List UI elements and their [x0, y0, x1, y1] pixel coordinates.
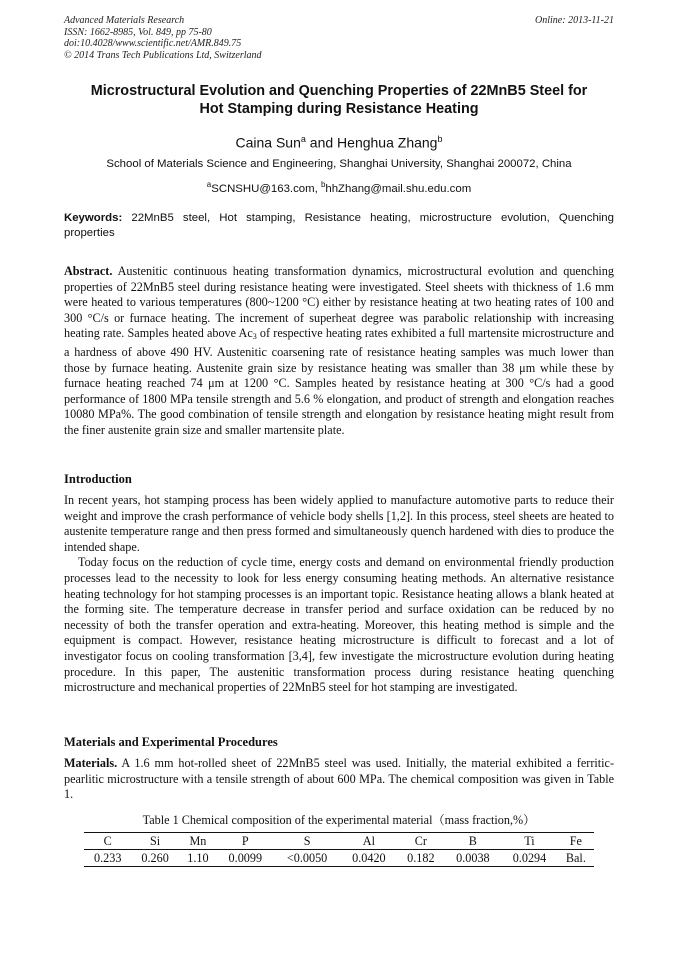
table-cell: 0.233: [93, 851, 122, 865]
email-superscript: a: [206, 180, 212, 189]
email-superscript: b: [320, 180, 326, 189]
materials-section: [64, 756, 614, 803]
table-cell: 1.10: [187, 851, 209, 865]
table-row: [84, 850, 594, 867]
author-name: Caina Sun: [235, 134, 301, 151]
abstract-text: Austenitic continuous heating transformation dynamics, microstructural evolution and quenching properties of 22MnB5 steel during resistance heating were investigated. Steel sheets with thickness of 1.6 mm were heated to various temperatures (800~1200 °C) either by resistance heating at two heating rates of 100 and 300 °C/s or furnace heating. The increment of superheat degree was parabolic relationship with increasing heating rate. Samples heated above Ac: [64, 264, 614, 341]
abstract: [64, 264, 614, 439]
section-heading-introduction: Introduction: [64, 472, 132, 486]
column-header: P: [241, 834, 249, 848]
journal-info: [64, 15, 614, 61]
column-header: Fe: [569, 834, 582, 848]
composition-table: [84, 832, 594, 867]
author-name: Henghua Zhang: [337, 134, 438, 151]
column-header: Al: [362, 834, 375, 848]
column-header: Cr: [414, 834, 427, 848]
author-superscript: a: [300, 134, 306, 144]
author-superscript: b: [437, 134, 443, 144]
table-caption: Table 1 Chemical composition of the experimental material（mass fraction,%）: [142, 813, 536, 827]
introduction-section: [64, 493, 614, 696]
journal-name: Advanced Materials Research: [64, 15, 185, 26]
column-header: S: [303, 834, 311, 848]
copyright: © 2014 Trans Tech Publications Ltd, Switzerland: [64, 49, 262, 61]
abstract-label: Abstract.: [64, 264, 113, 278]
doi: doi:10.4028/www.scientific.net/AMR.849.75: [64, 38, 242, 49]
keywords: [64, 211, 614, 241]
column-header: B: [468, 834, 477, 848]
keywords-text: 22MnB5 steel, Hot stamping, Resistance heating, microstructure evolution, Quenching properties: [64, 212, 614, 239]
column-header: Mn: [189, 834, 207, 848]
abstract-text: of respective heating rates exhibited a full martensite microstructure and a hardness of above 490 HV. Austenitic coarsening rate of resistance heating samples was much lower than those by furnace heating. Austenite grain size by resistance heating was smaller than 38 μm while these by furnace heating reached 74 μm at 1200 °C. Samples heated by resistance heating at 300 °C/s had a good performance of 1800 MPa tensile strength and 5.6 % elongation, and product of strength and elongation reaches 10080 MPa%. The good combination of tensile strength and elongation by resistance heating might result from the finer austenite grain size and smaller martensite plate.: [64, 326, 614, 437]
running-header: [64, 15, 614, 61]
column-header: C: [103, 834, 112, 848]
email-link[interactable]: hhZhang@mail.shu.edu.com: [325, 182, 472, 195]
paper-title: [64, 82, 614, 118]
affiliation: School of Materials Science and Engineering, Shanghai University, Shanghai 200072, China: [106, 158, 572, 170]
title-line-2: Hot Stamping during Resistance Heating: [199, 101, 479, 117]
materials-text: A 1.6 mm hot-rolled sheet of 22MnB5 steel was used. Initially, the material exhibited a ferritic-pearlitic microstructure with a tensile strength of about 600 MPa. The chemical composition was given in Table 1.: [64, 756, 615, 802]
materials-label: Materials.: [64, 756, 118, 770]
paragraph: In recent years, hot stamping process has been widely applied to manufacture automotive parts to reduce their weight and improve the crash performance of vehicle body shells [1,2]. In this process, steel sheets are heated to austenite temperature range and then press formed and simultaneously quench hardened with dies to produce the intended shape.: [64, 493, 614, 554]
table-cell: Bal.: [565, 851, 586, 865]
author-list: [64, 130, 614, 152]
author-conjunction: and: [309, 134, 334, 151]
author-emails: [64, 178, 614, 196]
table-cell: 0.0099: [228, 851, 263, 865]
column-header: Si: [150, 834, 161, 848]
column-header: Ti: [524, 834, 535, 848]
title-line-1: Microstructural Evolution and Quenching Properties of 22MnB5 Steel for: [90, 83, 588, 99]
keywords-label: Keywords:: [64, 212, 123, 224]
issn: ISSN: 1662-8985, Vol. 849, pp 75-80: [64, 26, 212, 38]
table-header-row: [84, 833, 594, 850]
email-link[interactable]: SCNSHU@163.com,: [211, 182, 318, 195]
table-cell: 0.260: [141, 851, 169, 865]
paragraph: Today focus on the reduction of cycle time, energy costs and demand on environmental friendly production processes lead to the necessity to look for less energy consuming heating methods. An alternative resistance heating technology for hot stamping processes is an important topic. Resistance heating allows a blank heated at the forming site. The temperature decrease in transfer period and surface oxidation can be reduced by no necessity of both the transfer operation and extra-heating. Moreover, this heating method is simple and the equipment is compact. However, resistance heating microstructure is difficult to forecast and a lot of investigator focus on cooling transformation [3,4], few investigate the microstructure evolution during heating procedure. In this paper, The austenitic transformation process during resistance heating quenching microstructure and mechanical properties of 22MnB5 steel for hot stamping are investigated.: [64, 555, 614, 695]
online-date: Online: 2013-11-21: [535, 15, 614, 26]
table-cell: 0.182: [407, 851, 435, 865]
table-cell: <0.0050: [286, 851, 328, 865]
table-cell: 0.0038: [456, 851, 490, 865]
abstract-subscript: 3: [252, 332, 257, 342]
section-heading-materials: Materials and Experimental Procedures: [64, 735, 278, 749]
table-cell: 0.0420: [352, 851, 386, 865]
table-cell: 0.0294: [512, 851, 547, 865]
